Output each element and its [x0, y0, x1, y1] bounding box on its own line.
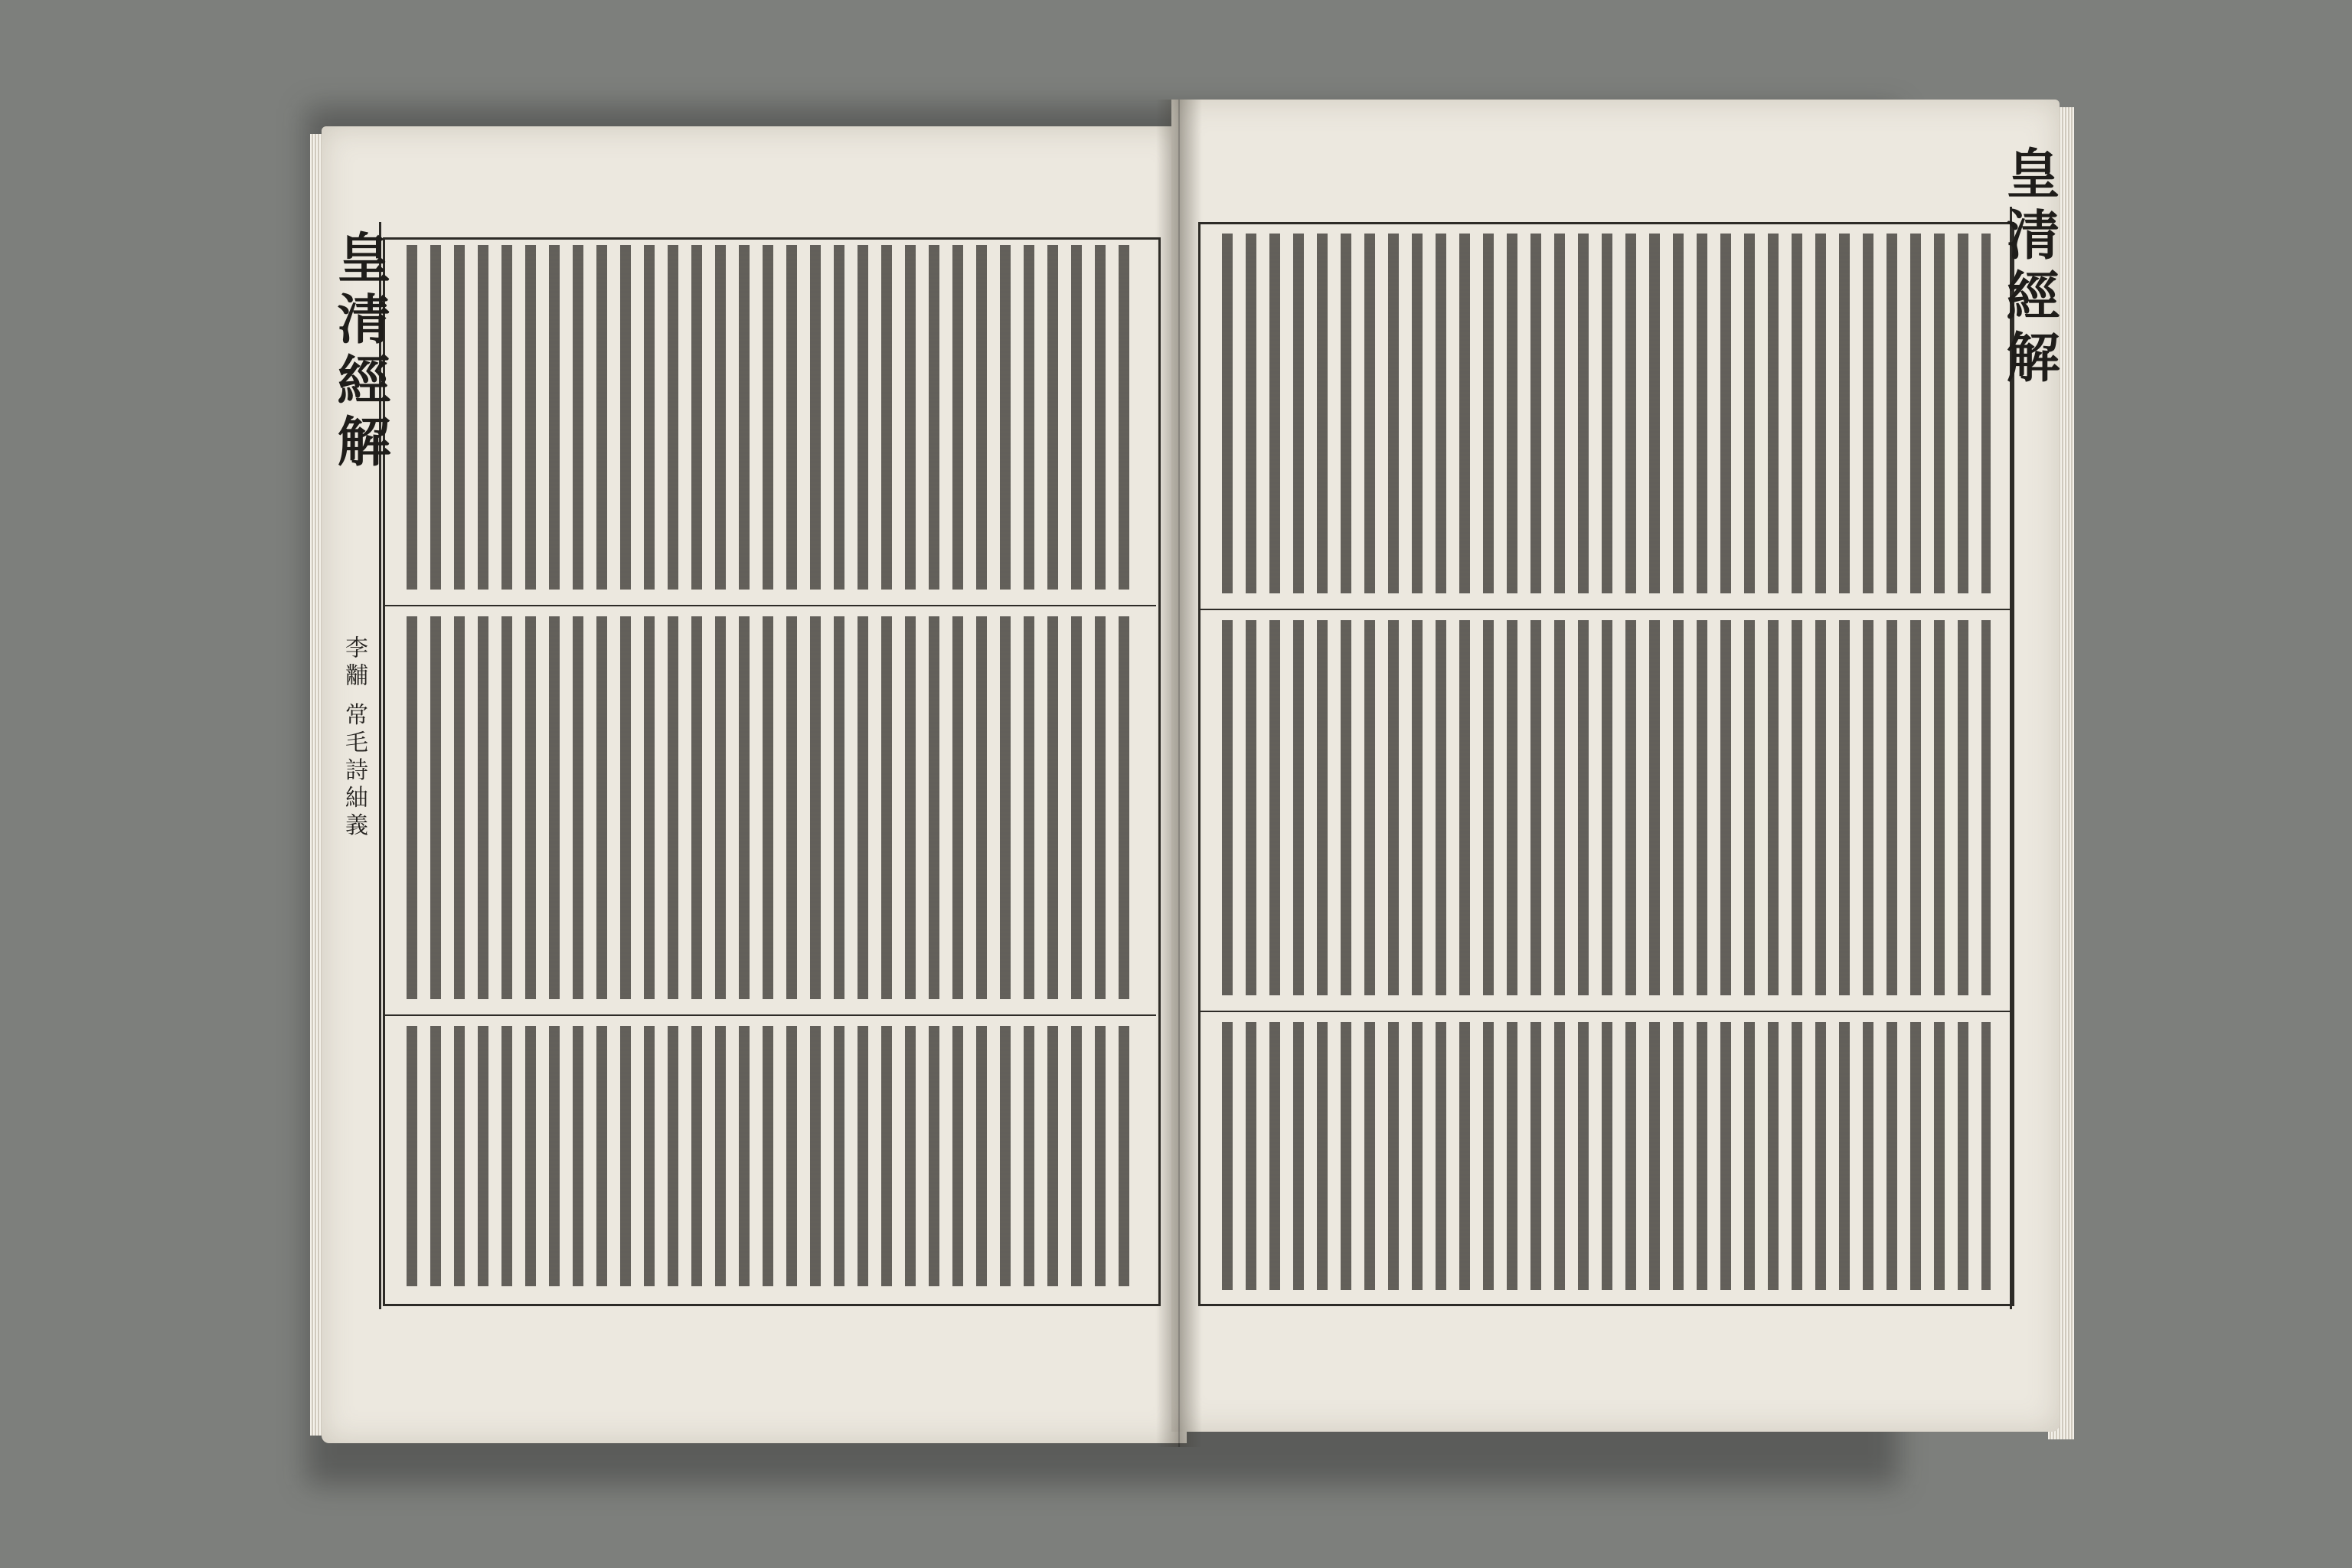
right-rule-2	[1198, 1011, 2010, 1012]
left-side-heading: 皇清經解	[328, 230, 392, 475]
left-text-block-top	[402, 245, 1137, 590]
right-side-heading: 皇清經解	[1998, 145, 2061, 390]
left-side-note: 李黼 常毛詩紬義	[341, 635, 368, 841]
left-text-block-bottom	[402, 1026, 1137, 1286]
right-text-block-bottom	[1217, 1022, 1991, 1290]
left-rule-1	[383, 605, 1156, 606]
right-rule-1	[1198, 609, 2010, 610]
left-rule-2	[383, 1014, 1156, 1016]
book-gutter	[1156, 100, 1202, 1447]
right-text-block-middle	[1217, 620, 1991, 995]
left-text-block-middle	[402, 616, 1137, 999]
right-text-block-top	[1217, 234, 1991, 593]
